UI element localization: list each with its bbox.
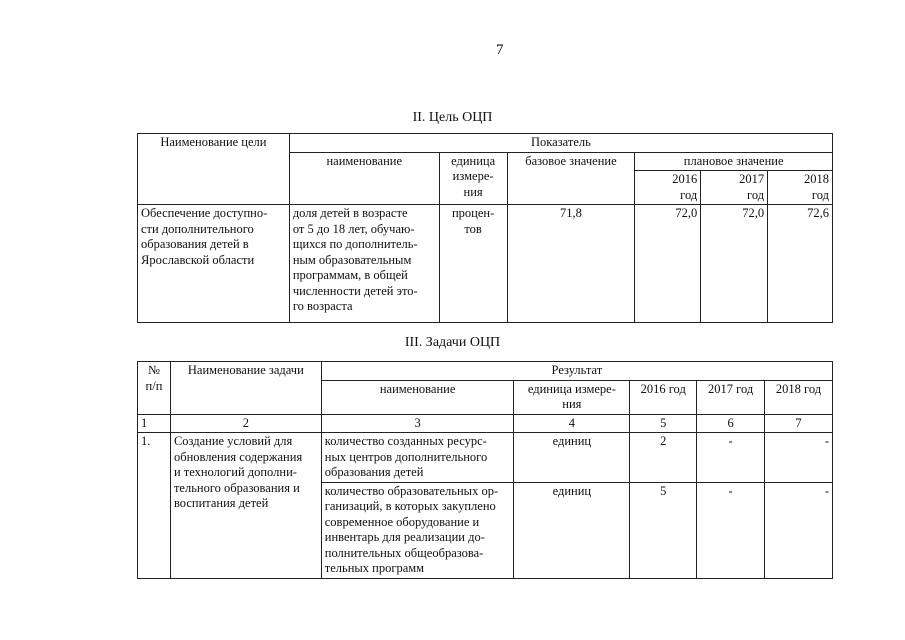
- header-base-value: базовое значение: [507, 152, 635, 205]
- header-result: Результат: [321, 362, 832, 381]
- result-2016-cell: 2: [630, 433, 697, 483]
- base-value-cell: 71,8: [507, 205, 635, 323]
- page-number: 7: [496, 42, 504, 58]
- result-2017-cell: -: [697, 433, 765, 483]
- result-name-cell: количество образовательных ор- ганизаций, в которых закуплено современное оборудование и инвентарь для реализации до- полнительных общеобразова- тельных программ: [321, 482, 514, 578]
- header-year-2018: 2018 год: [768, 171, 833, 205]
- goal-name-cell: Обеспечение доступно- сти дополнительного образования детей в Ярославской области: [138, 205, 290, 323]
- header-unit: единица измере- ния: [439, 152, 507, 205]
- header-year-2016: 2016 год: [635, 171, 701, 205]
- header-task-name: Наименование задачи: [170, 362, 321, 415]
- result-name-cell: количество созданных ресурс- ных центров дополнительного образования детей: [321, 433, 514, 483]
- column-number-2: 2: [170, 414, 321, 433]
- goal-table: [137, 133, 833, 323]
- column-number-4: 4: [514, 414, 630, 433]
- column-number-7: 7: [765, 414, 833, 433]
- task-name-cell: Создание условий для обновления содержания и технологий дополни- тельного образования и воспитания детей: [170, 433, 321, 579]
- result-2016-cell: 5: [630, 482, 697, 578]
- task-number-cell: 1.: [138, 433, 171, 579]
- column-number-5: 5: [630, 414, 697, 433]
- result-unit-cell: единиц: [514, 433, 630, 483]
- result-2018-cell: -: [765, 433, 833, 483]
- column-number-6: 6: [697, 414, 765, 433]
- value-2016-cell: 72,0: [635, 205, 701, 323]
- indicator-name-cell: доля детей в возрасте от 5 до 18 лет, обучаю- щихся по дополнитель- ным образовательным программам, в общей численности детей это- го возраста: [289, 205, 439, 323]
- header-indicator-name: наименование: [289, 152, 439, 205]
- indicator-unit-cell: процен- тов: [439, 205, 507, 323]
- header-year-2017: 2017 год: [701, 171, 768, 205]
- header-result-name: наименование: [321, 380, 514, 414]
- column-number-1: 1: [138, 414, 171, 433]
- header-planned-value: плановое значение: [635, 152, 833, 171]
- header-year-2016: 2016 год: [630, 380, 697, 414]
- result-2018-cell: -: [765, 482, 833, 578]
- header-number: № п/п: [138, 362, 171, 415]
- result-2017-cell: -: [697, 482, 765, 578]
- header-goal-name: Наименование цели: [138, 134, 290, 205]
- value-2017-cell: 72,0: [701, 205, 768, 323]
- section-title-tasks: III. Задачи ОЦП: [404, 335, 501, 350]
- header-result-unit: единица измере- ния: [514, 380, 630, 414]
- section-title-goal: II. Цель ОЦП: [412, 110, 493, 125]
- header-indicator: Показатель: [289, 134, 832, 153]
- header-year-2018: 2018 год: [765, 380, 833, 414]
- header-year-2017: 2017 год: [697, 380, 765, 414]
- column-number-3: 3: [321, 414, 514, 433]
- tasks-table: [137, 361, 833, 579]
- value-2018-cell: 72,6: [768, 205, 833, 323]
- result-unit-cell: единиц: [514, 482, 630, 578]
